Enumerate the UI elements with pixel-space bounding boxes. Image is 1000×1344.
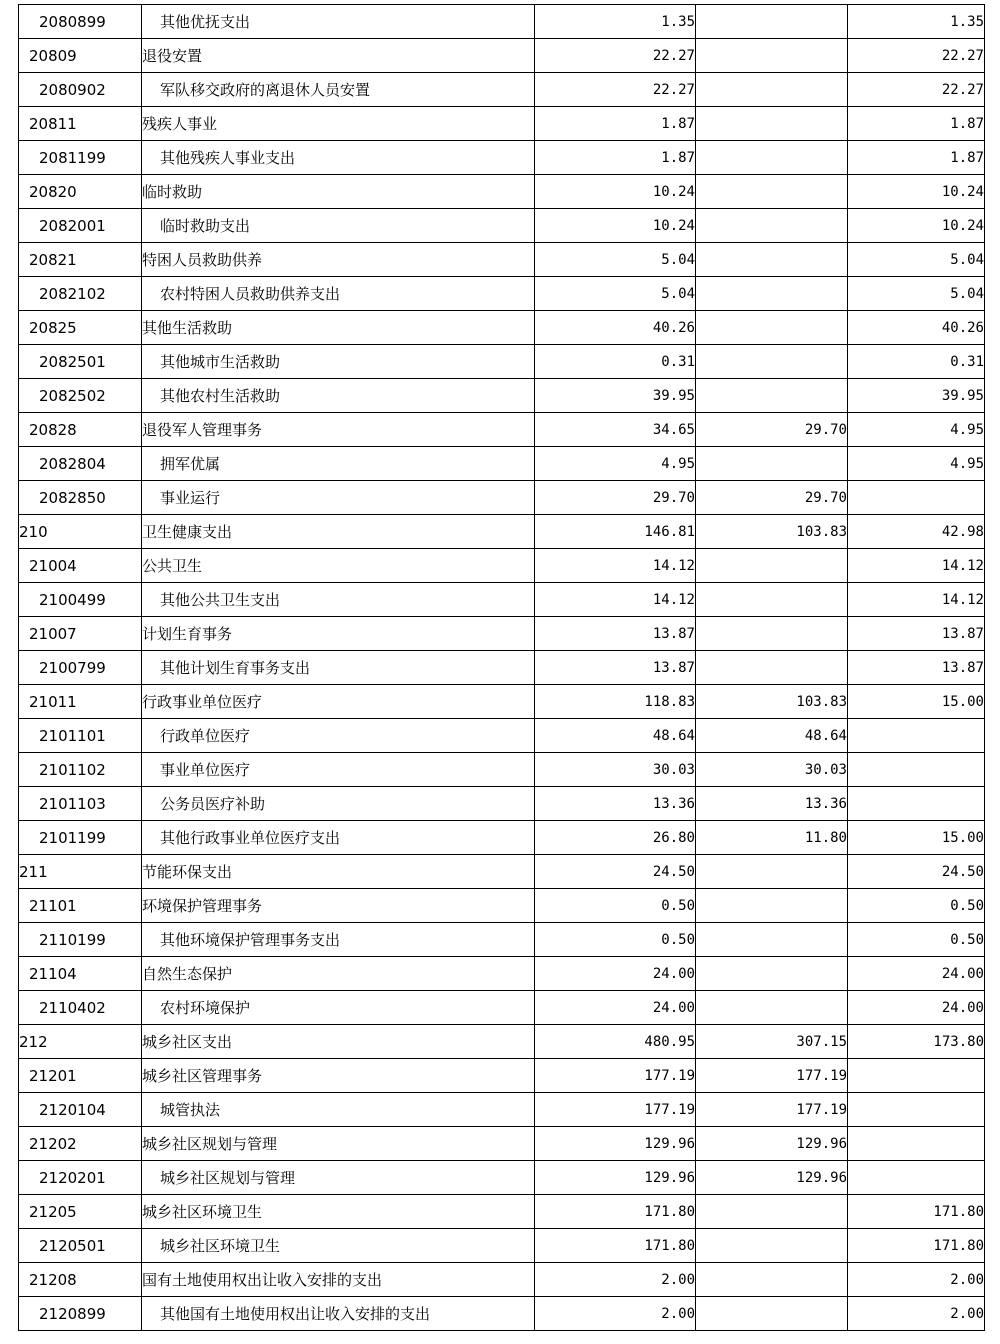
total-amount-cell: 22.27 [535,73,696,107]
total-amount-cell: 177.19 [535,1059,696,1093]
subject-code-cell: 2082001 [19,209,142,243]
subject-code-cell: 211 [19,855,142,889]
subject-name-cell: 节能环保支出 [142,855,535,889]
total-amount-cell: 24.00 [535,957,696,991]
basic-expenditure-cell [696,175,848,209]
basic-expenditure-cell [696,1297,848,1331]
table-row [19,515,985,549]
subject-name-cell: 行政事业单位医疗 [142,685,535,719]
subject-name-cell: 其他城市生活救助 [142,345,535,379]
total-amount-cell: 22.27 [535,39,696,73]
table-row [19,991,985,1025]
subject-name-cell: 特困人员救助供养 [142,243,535,277]
subject-name-cell: 行政单位医疗 [142,719,535,753]
subject-code-cell: 20821 [19,243,142,277]
subject-code-cell: 2080902 [19,73,142,107]
total-amount-cell: 5.04 [535,277,696,311]
table-row [19,1263,985,1297]
subject-code-cell: 20809 [19,39,142,73]
subject-name-cell: 事业单位医疗 [142,753,535,787]
project-expenditure-cell [848,1161,985,1195]
basic-expenditure-cell: 30.03 [696,753,848,787]
table-row [19,243,985,277]
basic-expenditure-cell [696,277,848,311]
basic-expenditure-cell [696,5,848,39]
project-expenditure-cell: 24.00 [848,957,985,991]
project-expenditure-cell: 2.00 [848,1297,985,1331]
total-amount-cell: 48.64 [535,719,696,753]
subject-code-cell: 20811 [19,107,142,141]
table-row [19,1161,985,1195]
basic-expenditure-cell [696,991,848,1025]
subject-code-cell: 2100499 [19,583,142,617]
project-expenditure-cell: 14.12 [848,549,985,583]
total-amount-cell: 129.96 [535,1161,696,1195]
table-row [19,957,985,991]
subject-code-cell: 21104 [19,957,142,991]
total-amount-cell: 13.87 [535,651,696,685]
table-row [19,923,985,957]
table-body [19,5,985,1331]
total-amount-cell: 0.50 [535,889,696,923]
subject-code-cell: 21101 [19,889,142,923]
subject-code-cell: 2081199 [19,141,142,175]
basic-expenditure-cell [696,209,848,243]
table-row [19,617,985,651]
table-row [19,787,985,821]
subject-name-cell: 退役安置 [142,39,535,73]
basic-expenditure-cell [696,1229,848,1263]
subject-code-cell: 21011 [19,685,142,719]
subject-code-cell: 2082102 [19,277,142,311]
project-expenditure-cell: 10.24 [848,175,985,209]
total-amount-cell: 30.03 [535,753,696,787]
subject-code-cell: 212 [19,1025,142,1059]
project-expenditure-cell: 4.95 [848,413,985,447]
table-row [19,141,985,175]
table-row [19,209,985,243]
table-row [19,719,985,753]
basic-expenditure-cell [696,889,848,923]
subject-code-cell: 21004 [19,549,142,583]
basic-expenditure-cell [696,923,848,957]
project-expenditure-cell: 0.50 [848,889,985,923]
subject-name-cell: 城乡社区规划与管理 [142,1127,535,1161]
subject-code-cell: 20828 [19,413,142,447]
subject-name-cell: 拥军优属 [142,447,535,481]
project-expenditure-cell [848,719,985,753]
total-amount-cell: 29.70 [535,481,696,515]
project-expenditure-cell: 22.27 [848,73,985,107]
basic-expenditure-cell: 29.70 [696,481,848,515]
total-amount-cell: 13.87 [535,617,696,651]
subject-code-cell: 2101102 [19,753,142,787]
subject-name-cell: 城乡社区环境卫生 [142,1229,535,1263]
project-expenditure-cell [848,753,985,787]
subject-name-cell: 城管执法 [142,1093,535,1127]
subject-name-cell: 城乡社区环境卫生 [142,1195,535,1229]
project-expenditure-cell: 1.35 [848,5,985,39]
total-amount-cell: 2.00 [535,1297,696,1331]
total-amount-cell: 171.80 [535,1229,696,1263]
subject-code-cell: 2101103 [19,787,142,821]
total-amount-cell: 118.83 [535,685,696,719]
total-amount-cell: 40.26 [535,311,696,345]
subject-code-cell: 21007 [19,617,142,651]
total-amount-cell: 1.87 [535,141,696,175]
subject-code-cell: 2110199 [19,923,142,957]
total-amount-cell: 13.36 [535,787,696,821]
subject-code-cell: 21201 [19,1059,142,1093]
subject-code-cell: 2120201 [19,1161,142,1195]
table-row [19,685,985,719]
subject-code-cell: 2120501 [19,1229,142,1263]
total-amount-cell: 10.24 [535,209,696,243]
table-row [19,1195,985,1229]
table-row [19,1059,985,1093]
total-amount-cell: 34.65 [535,413,696,447]
budget-expenditure-table [18,4,985,1331]
subject-code-cell: 2120899 [19,1297,142,1331]
basic-expenditure-cell [696,345,848,379]
basic-expenditure-cell [696,1195,848,1229]
table-row [19,481,985,515]
subject-code-cell: 2082850 [19,481,142,515]
subject-name-cell: 卫生健康支出 [142,515,535,549]
project-expenditure-cell: 24.00 [848,991,985,1025]
subject-name-cell: 军队移交政府的离退休人员安置 [142,73,535,107]
project-expenditure-cell: 4.95 [848,447,985,481]
subject-name-cell: 其他农村生活救助 [142,379,535,413]
table-row [19,1229,985,1263]
total-amount-cell: 0.31 [535,345,696,379]
subject-name-cell: 残疾人事业 [142,107,535,141]
subject-name-cell: 自然生态保护 [142,957,535,991]
project-expenditure-cell: 13.87 [848,651,985,685]
total-amount-cell: 5.04 [535,243,696,277]
subject-name-cell: 其他国有土地使用权出让收入安排的支出 [142,1297,535,1331]
basic-expenditure-cell [696,107,848,141]
subject-code-cell: 21202 [19,1127,142,1161]
subject-code-cell: 2101199 [19,821,142,855]
project-expenditure-cell: 5.04 [848,243,985,277]
total-amount-cell: 146.81 [535,515,696,549]
table-row [19,39,985,73]
subject-code-cell: 2082502 [19,379,142,413]
subject-name-cell: 临时救助 [142,175,535,209]
project-expenditure-cell: 0.31 [848,345,985,379]
table-row [19,447,985,481]
table-row [19,1025,985,1059]
project-expenditure-cell: 24.50 [848,855,985,889]
subject-code-cell: 20820 [19,175,142,209]
basic-expenditure-cell: 177.19 [696,1059,848,1093]
project-expenditure-cell: 171.80 [848,1229,985,1263]
basic-expenditure-cell: 13.36 [696,787,848,821]
subject-name-cell: 城乡社区规划与管理 [142,1161,535,1195]
subject-name-cell: 国有土地使用权出让收入安排的支出 [142,1263,535,1297]
total-amount-cell: 24.50 [535,855,696,889]
project-expenditure-cell [848,787,985,821]
project-expenditure-cell [848,481,985,515]
table-row [19,1127,985,1161]
table-row [19,413,985,447]
basic-expenditure-cell: 11.80 [696,821,848,855]
subject-name-cell: 临时救助支出 [142,209,535,243]
project-expenditure-cell: 39.95 [848,379,985,413]
total-amount-cell: 39.95 [535,379,696,413]
basic-expenditure-cell [696,1263,848,1297]
total-amount-cell: 14.12 [535,583,696,617]
table-row [19,651,985,685]
table-row [19,175,985,209]
table-row [19,379,985,413]
project-expenditure-cell: 173.80 [848,1025,985,1059]
table-row [19,107,985,141]
project-expenditure-cell: 5.04 [848,277,985,311]
basic-expenditure-cell: 129.96 [696,1161,848,1195]
subject-name-cell: 城乡社区支出 [142,1025,535,1059]
basic-expenditure-cell [696,549,848,583]
total-amount-cell: 0.50 [535,923,696,957]
table-row [19,1297,985,1331]
table-row [19,821,985,855]
total-amount-cell: 4.95 [535,447,696,481]
basic-expenditure-cell [696,73,848,107]
subject-code-cell: 20825 [19,311,142,345]
total-amount-cell: 129.96 [535,1127,696,1161]
table-row [19,549,985,583]
total-amount-cell: 177.19 [535,1093,696,1127]
subject-code-cell: 2101101 [19,719,142,753]
subject-name-cell: 其他环境保护管理事务支出 [142,923,535,957]
table-row [19,1093,985,1127]
project-expenditure-cell: 15.00 [848,685,985,719]
subject-name-cell: 农村环境保护 [142,991,535,1025]
project-expenditure-cell: 40.26 [848,311,985,345]
total-amount-cell: 171.80 [535,1195,696,1229]
subject-name-cell: 其他公共卫生支出 [142,583,535,617]
subject-code-cell: 2080899 [19,5,142,39]
basic-expenditure-cell [696,243,848,277]
subject-name-cell: 公共卫生 [142,549,535,583]
table-row [19,753,985,787]
total-amount-cell: 1.87 [535,107,696,141]
basic-expenditure-cell [696,583,848,617]
table-row [19,311,985,345]
subject-name-cell: 农村特困人员救助供养支出 [142,277,535,311]
project-expenditure-cell [848,1059,985,1093]
basic-expenditure-cell [696,957,848,991]
total-amount-cell: 24.00 [535,991,696,1025]
total-amount-cell: 26.80 [535,821,696,855]
project-expenditure-cell: 22.27 [848,39,985,73]
basic-expenditure-cell [696,447,848,481]
total-amount-cell: 480.95 [535,1025,696,1059]
project-expenditure-cell: 14.12 [848,583,985,617]
basic-expenditure-cell: 29.70 [696,413,848,447]
table-row [19,583,985,617]
subject-name-cell: 公务员医疗补助 [142,787,535,821]
subject-name-cell: 其他优抚支出 [142,5,535,39]
basic-expenditure-cell: 48.64 [696,719,848,753]
subject-code-cell: 2100799 [19,651,142,685]
subject-name-cell: 计划生育事务 [142,617,535,651]
project-expenditure-cell: 0.50 [848,923,985,957]
table-row [19,5,985,39]
subject-name-cell: 其他生活救助 [142,311,535,345]
total-amount-cell: 1.35 [535,5,696,39]
subject-code-cell: 210 [19,515,142,549]
basic-expenditure-cell [696,39,848,73]
basic-expenditure-cell [696,651,848,685]
subject-code-cell: 2082804 [19,447,142,481]
subject-code-cell: 21208 [19,1263,142,1297]
total-amount-cell: 14.12 [535,549,696,583]
subject-name-cell: 其他残疾人事业支出 [142,141,535,175]
subject-name-cell: 环境保护管理事务 [142,889,535,923]
subject-name-cell: 事业运行 [142,481,535,515]
basic-expenditure-cell: 129.96 [696,1127,848,1161]
project-expenditure-cell: 1.87 [848,141,985,175]
project-expenditure-cell [848,1093,985,1127]
table-row [19,73,985,107]
project-expenditure-cell: 10.24 [848,209,985,243]
basic-expenditure-cell: 177.19 [696,1093,848,1127]
project-expenditure-cell [848,1127,985,1161]
basic-expenditure-cell: 307.15 [696,1025,848,1059]
basic-expenditure-cell [696,617,848,651]
basic-expenditure-cell [696,141,848,175]
table-row [19,345,985,379]
subject-name-cell: 城乡社区管理事务 [142,1059,535,1093]
total-amount-cell: 10.24 [535,175,696,209]
table-row [19,855,985,889]
basic-expenditure-cell: 103.83 [696,515,848,549]
subject-name-cell: 其他行政事业单位医疗支出 [142,821,535,855]
basic-expenditure-cell: 103.83 [696,685,848,719]
table-row [19,277,985,311]
subject-code-cell: 2110402 [19,991,142,1025]
table-row [19,889,985,923]
subject-name-cell: 其他计划生育事务支出 [142,651,535,685]
project-expenditure-cell: 171.80 [848,1195,985,1229]
project-expenditure-cell: 2.00 [848,1263,985,1297]
project-expenditure-cell: 42.98 [848,515,985,549]
subject-code-cell: 2082501 [19,345,142,379]
total-amount-cell: 2.00 [535,1263,696,1297]
project-expenditure-cell: 13.87 [848,617,985,651]
basic-expenditure-cell [696,311,848,345]
subject-name-cell: 退役军人管理事务 [142,413,535,447]
project-expenditure-cell: 1.87 [848,107,985,141]
subject-code-cell: 21205 [19,1195,142,1229]
basic-expenditure-cell [696,379,848,413]
subject-code-cell: 2120104 [19,1093,142,1127]
basic-expenditure-cell [696,855,848,889]
project-expenditure-cell: 15.00 [848,821,985,855]
